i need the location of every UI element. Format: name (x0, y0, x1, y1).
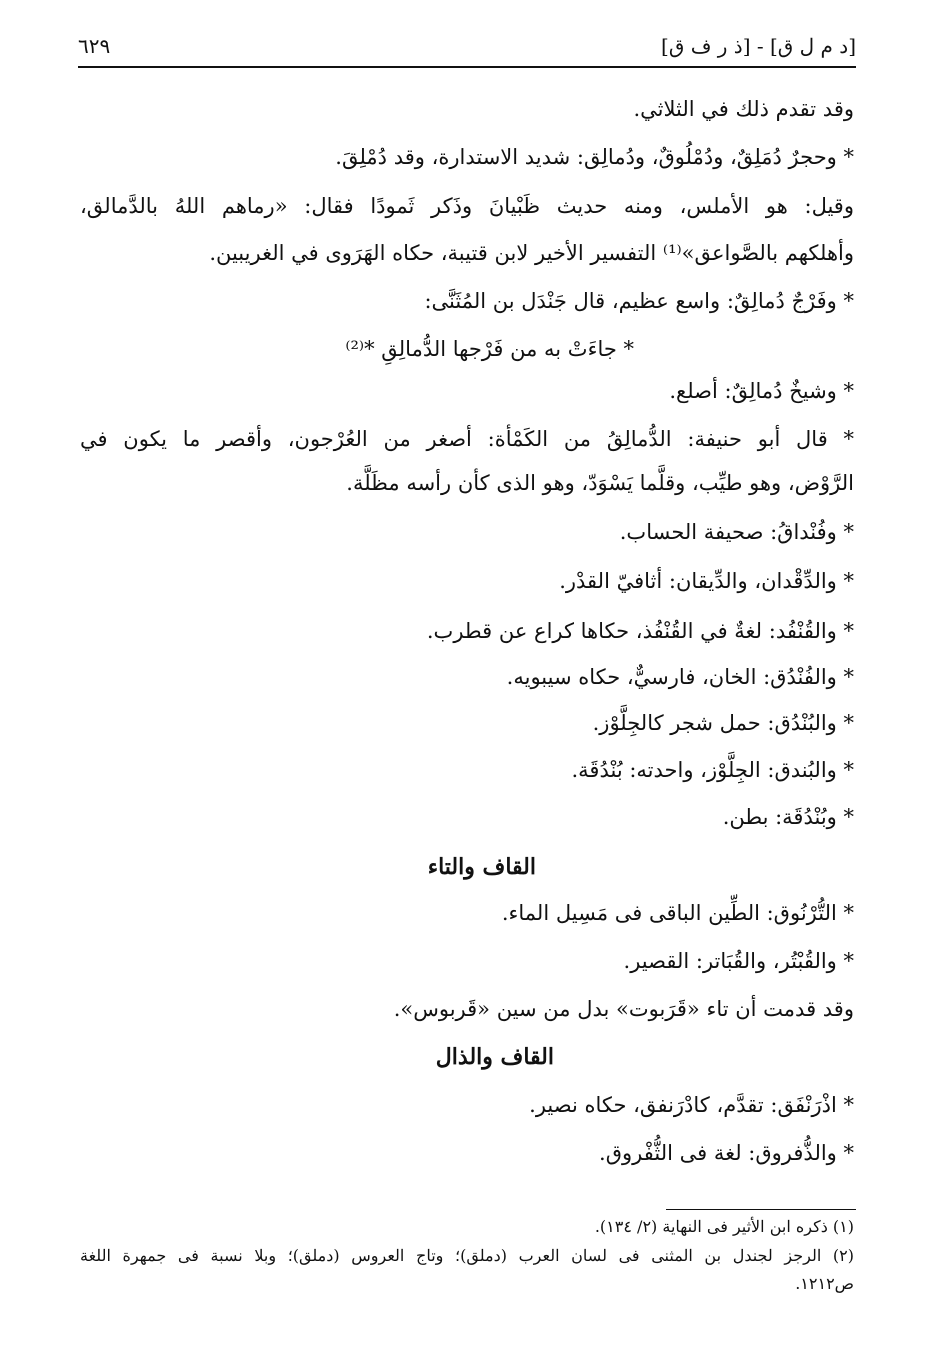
body-line: وقيل: هو الأملس، ومنه حديث ظَبْيانَ وذَكر ثَمودًا فقال: «رماهم اللهُ بالدَّمالق، (80, 194, 854, 218)
entry-line: * والفُنْدُق: الخان، فارسيٌّ، حكاه سيبويه. (506, 665, 854, 689)
footnote: ص١٢١٢. (795, 1274, 854, 1293)
verse-line: * جاءَتْ به من فَرْجها الدُّمالِقِ *⁽²⁾ (345, 337, 634, 361)
entry-line: * والذُّفروق: لغة فى الثُّفْروق. (599, 1141, 854, 1165)
body-line: وأهلكهم بالصَّواعق»⁽¹⁾ التفسير الأخير لابن قتيبة، حكاه الهَرَوى في الغريبين. (209, 241, 854, 265)
footnote-rule (666, 1209, 856, 1210)
page-number: ٦٢٩ (78, 34, 111, 58)
entry-line: * والبُندق: الجِلَّوْز، واحدته: بُنْدُقَة. (571, 758, 854, 782)
entry-line: * وبُنْدُقَة: بطن. (722, 805, 854, 829)
body-line: وقد قدمت أن تاء «قَرَبوت» بدل من سين «قَربوس». (393, 997, 854, 1021)
entry-line: * والدِّقْدان، والدِّيقان: أثافيّ القدْر. (559, 569, 854, 593)
section-heading: القاف والذال (435, 1044, 554, 1070)
body-line: الرَّوْض، وهو طيِّب، وقلَّما يَسْوَدّ، وهو الذى كأن رأسه مظَلَّة. (346, 471, 854, 495)
entry-line: * وفَرْجٌ دُمالِقٌ: واسع عظيم، قال جَنْدَل بن المُثَنَّى: (424, 289, 854, 313)
header-rule (78, 66, 856, 68)
body-line: وقد تقدم ذلك في الثلاثي. (633, 97, 854, 121)
section-heading: القاف والتاء (427, 854, 536, 880)
entry-line: * والبُنْدُق: حمل شجر كالجِلَّوْز. (592, 711, 854, 735)
entry-line: * قال أبو حنيفة: الدُّمالِقُ من الكَمْأة: أصغر من العُرْجون، وأقصر ما يكون في (80, 427, 855, 451)
entry-line: * اذْرَنْفَق: تقدَّم، كادْرَنفق، حكاه نصير. (529, 1093, 854, 1117)
footnote: (١) ذكره ابن الأثير فى النهاية (٢/ ١٣٤). (594, 1217, 854, 1236)
header-title: [د م ل ق] - [ذ ر ف ق] (661, 34, 856, 58)
entry-line: * وفُنْداقُ: صحيفة الحساب. (619, 520, 854, 544)
entry-line: * وحجرٌ دُمَلِقٌ، ودُمْلُوقٌ، ودُمالِق: شديد الاستدارة، وقد دُمْلِقَ. (335, 145, 854, 169)
entry-line: * وشيخٌ دُمالِقٌ: أصلع. (669, 379, 854, 403)
running-header (78, 34, 856, 66)
footnote: (٢) الرجز لجندل بن المثنى فى لسان العرب (دملق)؛ وتاج العروس (دملق)؛ وبلا نسبة فى جمهرة اللغة (80, 1246, 854, 1265)
entry-line: * التُّرْنُوق: الطِّين الباقى فى مَسِيل الماء. (501, 901, 854, 925)
entry-line: * والقُنْفُد: لغةٌ في القُنْفُذ، حكاها كراع عن قطرب. (426, 619, 854, 643)
entry-line: * والقُبْتُر، والقُبَاتر: القصير. (623, 949, 854, 973)
